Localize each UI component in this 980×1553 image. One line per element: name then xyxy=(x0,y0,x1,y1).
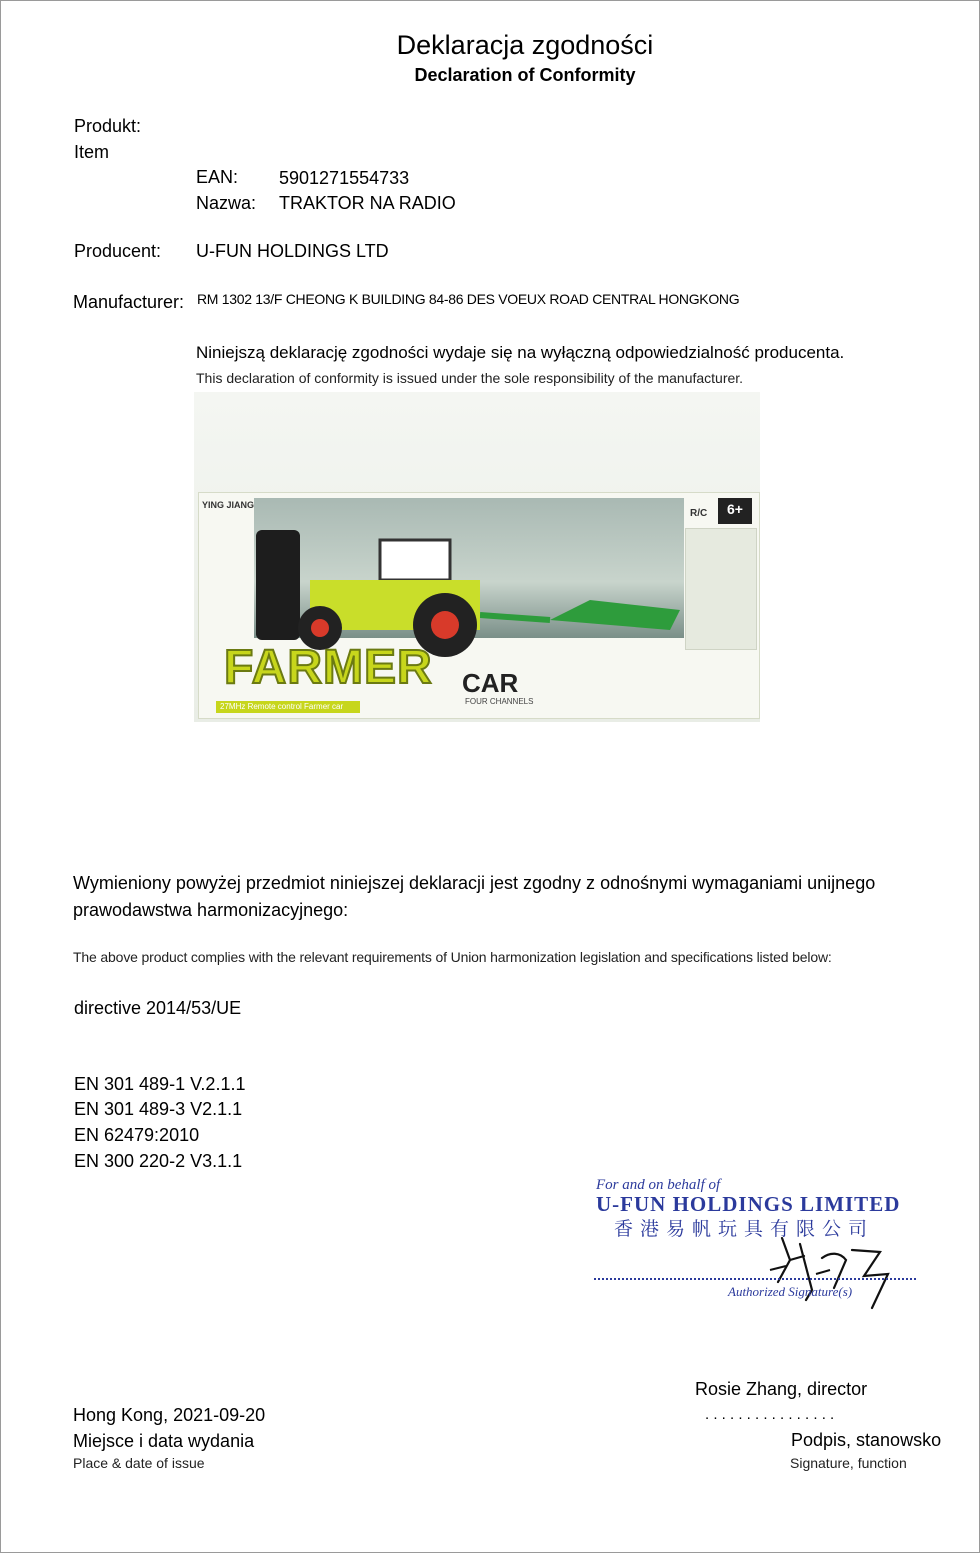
standard-item: EN 62479:2010 xyxy=(74,1125,200,1145)
signature-dotted-line xyxy=(594,1278,916,1280)
stamp-behalf: For and on behalf of xyxy=(596,1177,721,1193)
compliance-en: The above product complies with the relevant requirements of Union harmonization legislation and specifications listed below: xyxy=(73,949,832,965)
compliance-pl-line2: prawodawstwa harmonizacyjnego: xyxy=(73,900,349,920)
ean-value: 5901271554733 xyxy=(279,168,410,188)
rc-label: R/C xyxy=(690,508,708,519)
signer-name: Rosie Zhang, director xyxy=(695,1379,868,1399)
standard-item: EN 301 489-3 V2.1.1 xyxy=(74,1099,243,1119)
remote-control xyxy=(256,530,300,640)
front-hub xyxy=(311,619,329,637)
place-date: Hong Kong, 2021-09-20 xyxy=(73,1405,266,1425)
stamp-company: U-FUN HOLDINGS LIMITED xyxy=(596,1192,901,1216)
plough-attachment xyxy=(550,600,680,630)
producer-label: Producent: xyxy=(74,241,162,261)
standard-item: EN 301 489-1 V.2.1.1 xyxy=(74,1074,246,1094)
name-label: Nazwa: xyxy=(196,193,257,213)
compliance-pl-line1: Wymieniony powyżej przedmiot niniejszej deklaracji jest zgodny z odnośnymi wymaganiami unijnego xyxy=(73,873,876,893)
rear-hub xyxy=(431,611,459,639)
plough-bar xyxy=(480,615,550,620)
car-logo: CAR xyxy=(462,668,519,698)
ean-label: EAN: xyxy=(196,167,239,187)
stamp-company-chinese: 香港易帆玩具有限公司 xyxy=(614,1218,875,1240)
directive: directive 2014/53/UE xyxy=(74,998,242,1018)
standard-item: EN 300 220-2 V3.1.1 xyxy=(74,1151,243,1171)
tractor-cab xyxy=(380,540,450,580)
signature-label-pl: Podpis, stanowsko xyxy=(791,1430,942,1450)
name-value: TRAKTOR NA RADIO xyxy=(279,193,456,213)
page-title: Deklaracja zgodności xyxy=(396,30,654,60)
manufacturer-address: RM 1302 13/F CHEONG K BUILDING 84-86 DES VOEUX ROAD CENTRAL HONGKONG xyxy=(197,291,740,307)
tractor-illustration xyxy=(250,520,690,660)
signature-dots: . . . . . . . . . . . . . . . . xyxy=(705,1406,835,1423)
box-strip: 27MHz Remote control Farmer car xyxy=(216,701,360,713)
producer-value: U-FUN HOLDINGS LTD xyxy=(196,241,389,261)
place-label-pl: Miejsce i data wydania xyxy=(73,1431,255,1451)
product-label-en: Item xyxy=(74,142,110,162)
farmer-logo: FARMER xyxy=(224,641,433,694)
page-subtitle: Declaration of Conformity xyxy=(414,65,636,85)
toy-brand: YING JIANG xyxy=(202,500,255,510)
manufacturer-label: Manufacturer: xyxy=(73,292,185,312)
four-channels-label: FOUR CHANNELS xyxy=(465,697,534,706)
box-side-panel xyxy=(685,528,757,650)
place-label-en: Place & date of issue xyxy=(73,1455,205,1471)
signature-label-en: Signature, function xyxy=(790,1455,907,1471)
product-label-pl: Produkt: xyxy=(74,116,142,136)
age-badge: 6+ xyxy=(718,498,752,524)
responsibility-en: This declaration of conformity is issued under the sole responsibility of the manufacturer. xyxy=(196,370,744,386)
stamp-authorized: Authorized Signature(s) xyxy=(728,1284,853,1299)
responsibility-pl: Niniejszą deklarację zgodności wydaje się na wyłączną odpowiedzialność producenta. xyxy=(196,343,845,362)
